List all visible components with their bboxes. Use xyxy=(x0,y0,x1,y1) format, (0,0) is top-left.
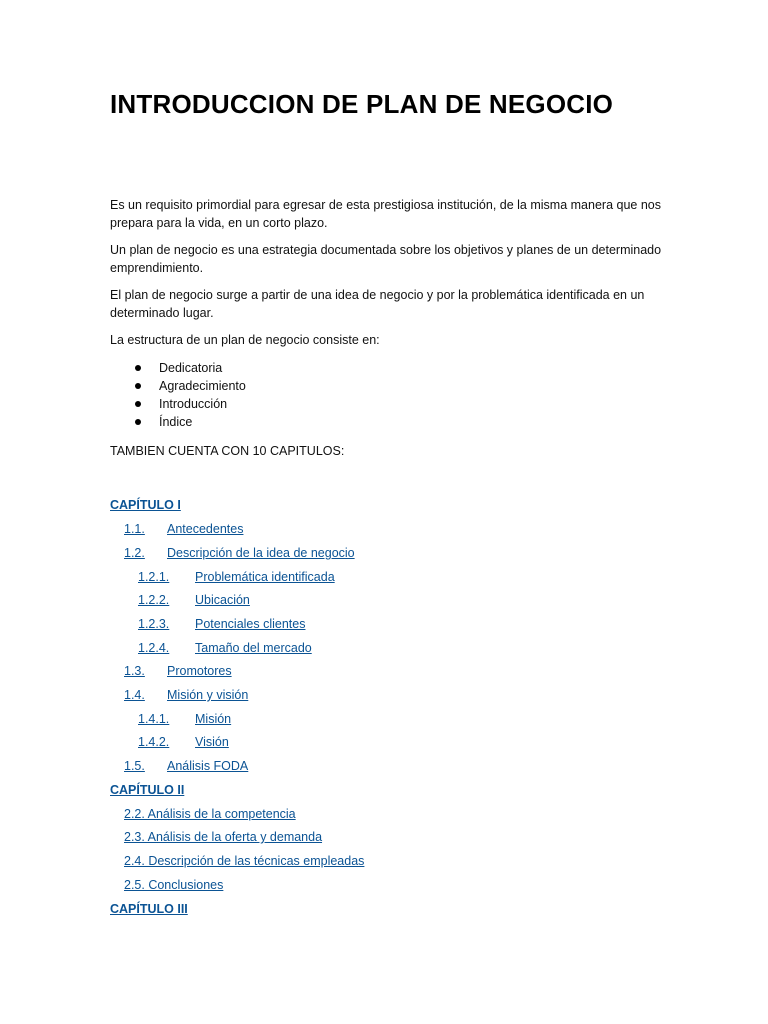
bullet-icon xyxy=(135,401,141,407)
paragraph-estructura: La estructura de un plan de negocio consiste en: xyxy=(110,333,380,347)
paragraph-origen: El plan de negocio surge a partir de una idea de negocio y por la problemática identificada en un determinado lugar. xyxy=(110,288,645,320)
toc-item-2-2[interactable]: 2.2. Análisis de la competencia xyxy=(124,807,296,821)
toc-item-2-4[interactable]: 2.4. Descripción de las técnicas empleadas xyxy=(124,854,365,868)
paragraph-definicion: Un plan de negocio es una estrategia documentada sobre los objetivos y planes de un determinado emprendimiento. xyxy=(110,243,662,275)
toc-item-2-3[interactable]: 2.3. Análisis de la oferta y demanda xyxy=(124,830,323,844)
paragraph-requisito: Es un requisito primordial para egresar de esta prestigiosa institución, de la misma manera que nos prepara para la vida, en un corto plazo. xyxy=(110,198,661,230)
list-item: Introducción xyxy=(110,395,246,413)
document-title: INTRODUCCION DE PLAN DE NEGOCIO xyxy=(110,89,614,119)
toc-item-2-5[interactable]: 2.5. Conclusiones xyxy=(124,878,224,892)
toc-chapter-1[interactable]: CAPÍTULO I xyxy=(110,498,181,512)
list-item: Agradecimiento xyxy=(110,377,246,395)
structure-list xyxy=(110,359,246,431)
list-item: Índice xyxy=(110,413,246,431)
list-item: Dedicatoria xyxy=(110,359,246,377)
toc-chapter-3[interactable]: CAPÍTULO III xyxy=(110,902,188,916)
chapters-note: TAMBIEN CUENTA CON 10 CAPITULOS: xyxy=(110,444,345,458)
bullet-icon xyxy=(135,383,141,389)
bullet-icon xyxy=(135,419,141,425)
toc-chapter-2[interactable]: CAPÍTULO II xyxy=(110,783,185,797)
bullet-icon xyxy=(135,365,141,371)
document-page: INTRODUCCION DE PLAN DE NEGOCIO Es un requisito primordial para egresar de esta prestigiosa institución, de la misma manera que nos prepara para la vida, en un corto plazo. Un plan de negocio es una estrategia documentada sobre los objetivos y planes de un determinado emprendimiento. El plan de negocio surge a partir de una idea de negocio y por la problemática identificada en un determinado lugar. La estructura de un plan de negocio consiste en: Dedicatoria Agradecimiento Introducción Índice TAMBIEN CUENTA CON 10 CAPITULOS: CAPÍTULO I 1.1. Antecedentes 1.2. Descripción de la idea de negocio 1.2.1. Problemática identificada 1.2.2. Ubicación 1.2.3. Potenciales clientes 1.2.4. Tamaño del mercado 1.3. Promotores 1.4. Misión y visión 1.4.1. Misión 1.4.2. Visión 1.5. Análisis FODA CAPÍTULO II 2.2. Análisis de la competencia 2.3. Análisis de la oferta y demanda 2.4. Descripción de las técnicas empleadas 2.5. Conclusiones CAPÍTULO III xyxy=(0,0,768,1024)
